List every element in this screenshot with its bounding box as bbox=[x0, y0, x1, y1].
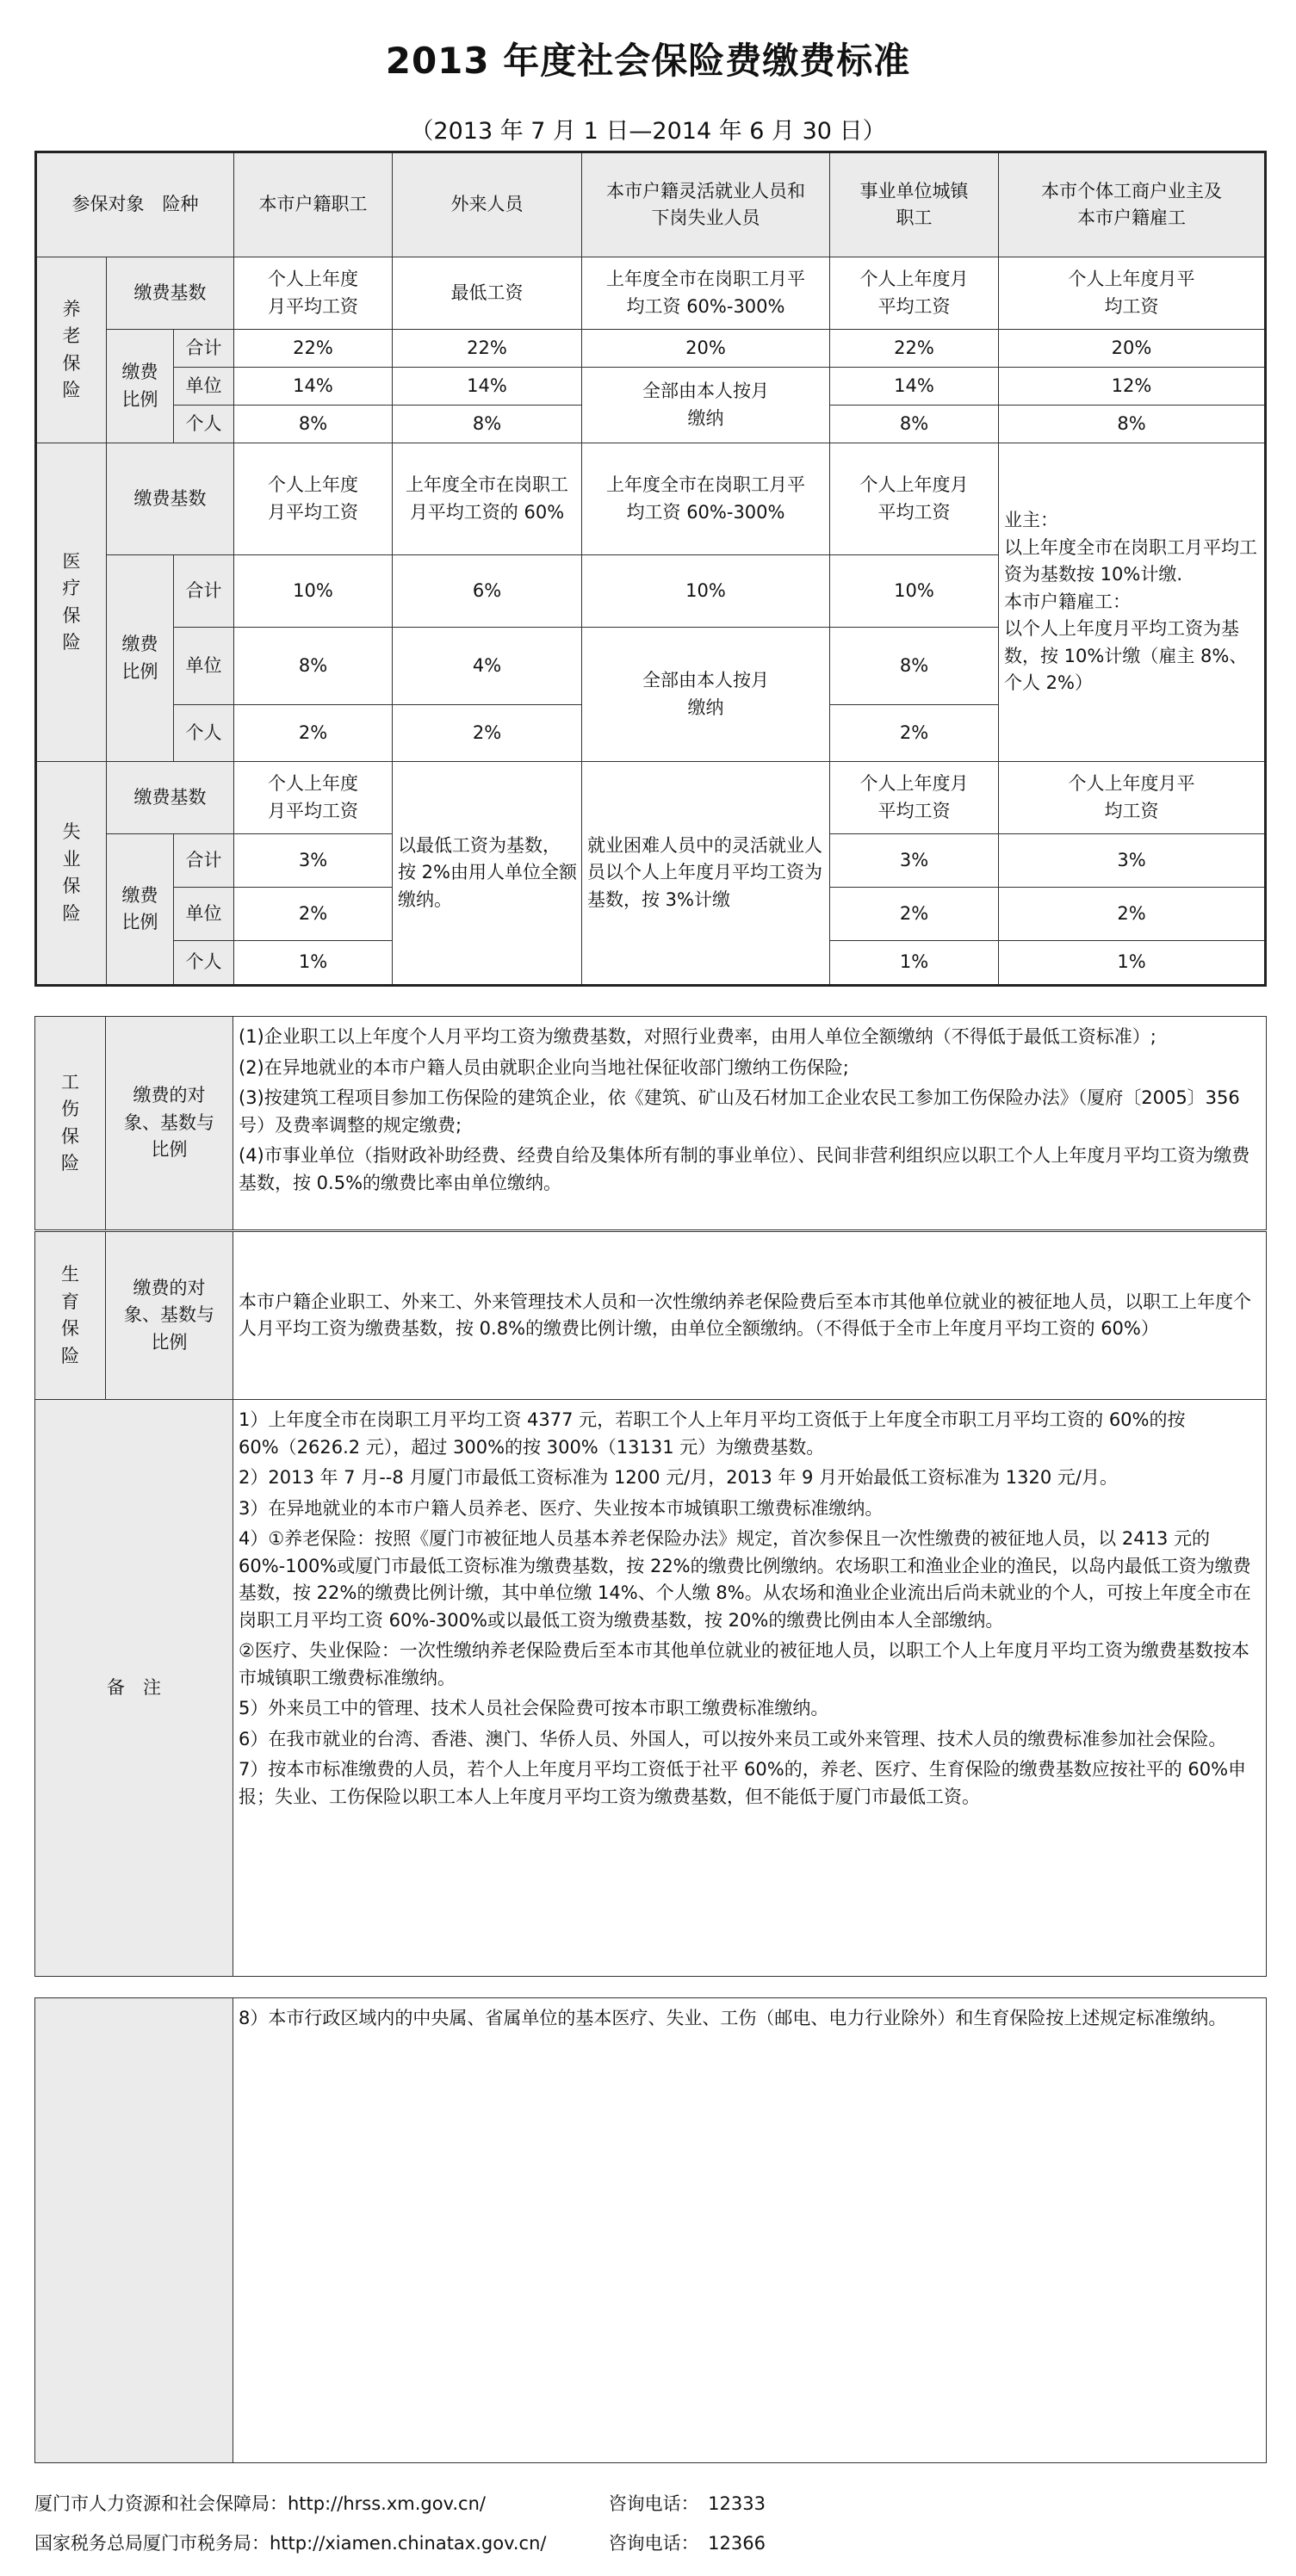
pension-unit-public: 14% bbox=[830, 368, 999, 406]
medical-personal-migrant: 2% bbox=[393, 705, 582, 762]
medical-personal-label: 个人 bbox=[174, 705, 234, 762]
footer-tax-name: 国家税务总局厦门市税务局：http://xiamen.chinatax.gov.cn/ bbox=[34, 2533, 547, 2554]
medical-self-employed-note: 业主： 以上年度全市在岗职工月平均工资为基数按 10%计缴. 本市户籍雇工： 以个人上年度月平均工资为基数，按 10%计缴（雇主 8%、个人 2%） bbox=[999, 443, 1266, 762]
pension-unit-migrant: 14% bbox=[393, 368, 582, 406]
maternity-table bbox=[34, 1231, 1267, 1400]
page-title: 2013 年度社会保险费缴费标准 bbox=[385, 40, 911, 82]
note-1: 1）上年度全市在岗职工月平均工资 4377 元，若职工个人上年月平均工资低于上年度全市职工月平均工资的 60%的按 60%（2626.2 元），超过 300%的按 300%（13131 元）为缴费基数。 bbox=[239, 1409, 1186, 1458]
unemployment-total-self: 3% bbox=[999, 834, 1266, 888]
notes-continued-label-cell bbox=[35, 1998, 233, 2463]
pension-total-local: 22% bbox=[234, 330, 393, 368]
pension-base-self: 个人上年度月平均工资 bbox=[999, 257, 1266, 330]
pension-base-flexible: 上年度全市在岗职工月平均工资 60%-300% bbox=[582, 257, 830, 330]
medical-personal-public: 2% bbox=[830, 705, 999, 762]
medical-flexible-note: 全部由本人按月缴纳 bbox=[582, 628, 830, 762]
note-4-2: ②医疗、失业保险：一次性缴纳养老保险费后至本市其他单位就业的被征地人员，以职工个人上年度月平均工资为缴费基数按本市城镇职工缴费标准缴纳。 bbox=[239, 1640, 1249, 1688]
footer-line-hrss bbox=[34, 2490, 766, 2516]
unemployment-personal-local: 1% bbox=[234, 941, 393, 986]
pension-base-migrant: 最低工资 bbox=[393, 257, 582, 330]
injury-object-label: 缴费的对象、基数与比例 bbox=[106, 1017, 233, 1230]
notes-continued-table bbox=[34, 1997, 1267, 2463]
injury-item-3: (3)按建筑工程项目参加工伤保险的建筑企业，依《建筑、矿山及石材加工企业农民工参加工伤保险办法》（厦府〔2005〕356 号）及费率调整的规定缴费; bbox=[239, 1087, 1240, 1136]
notes-table bbox=[34, 1399, 1267, 1977]
medical-total-public: 10% bbox=[830, 555, 999, 628]
note-5: 5）外来员工中的管理、技术人员社会保险费可按本市职工缴费标准缴纳。 bbox=[239, 1698, 829, 1718]
footer-hrss-name: 厦门市人力资源和社会保障局：http://hrss.xm.gov.cn/ bbox=[34, 2493, 486, 2514]
pension-unit-local: 14% bbox=[234, 368, 393, 406]
page-subtitle: （2013 年 7 月 1 日—2014 年 6 月 30 日） bbox=[410, 118, 886, 145]
unemployment-base-public: 个人上年度月平均工资 bbox=[830, 762, 999, 834]
maternity-object-label: 缴费的对象、基数与比例 bbox=[106, 1232, 233, 1400]
medical-unit-public: 8% bbox=[830, 628, 999, 705]
pension-total-migrant: 22% bbox=[393, 330, 582, 368]
pension-ratio-label: 缴费比例 bbox=[107, 330, 174, 443]
medical-personal-local: 2% bbox=[234, 705, 393, 762]
medical-total-migrant: 6% bbox=[393, 555, 582, 628]
medical-base-label: 缴费基数 bbox=[107, 443, 234, 555]
pension-total-label: 合计 bbox=[174, 330, 234, 368]
injury-item-2: (2)在异地就业的本市户籍人员由就职企业向当地社保征收部门缴纳工伤保险; bbox=[239, 1056, 849, 1078]
note-6: 6）在我市就业的台湾、香港、澳门、华侨人员、外国人，可以按外来员工或外来管理、技术人员的缴费标准参加社会保险。 bbox=[239, 1728, 1227, 1749]
medical-unit-local: 8% bbox=[234, 628, 393, 705]
pension-personal-local: 8% bbox=[234, 406, 393, 443]
medical-total-local: 10% bbox=[234, 555, 393, 628]
unemployment-ratio-label: 缴费比例 bbox=[107, 834, 174, 986]
injury-item-4: (4)市事业单位（指财政补助经费、经费自给及集体所有制的事业单位）、民间非营利组织应以职工个人上年度月平均工资为缴费基数，按 0.5%的缴费比率由单位缴纳。 bbox=[239, 1145, 1250, 1193]
note-4: 4）①养老保险：按照《厦门市被征地人员基本养老保险办法》规定，首次参保且一次性缴费的被征地人员，以 2413 元的 60%-100%或厦门市最低工资标准为缴费基数，按 22%的缴费比例缴纳。农场职工和渔业企业的渔民，以岛内最低工资为缴费基数，按 22%的缴费比例计缴，其中单位缴 14%、个人缴 8%。从农场和渔业企业流出后尚未就业的个人，可按上年度全市在岗职工月平均工资 60%-300%或以最低工资为缴费基数，按 20%的缴费比例由本人全部缴纳。 bbox=[239, 1528, 1251, 1631]
unemployment-base-local: 个人上年度月平均工资 bbox=[234, 762, 393, 834]
medical-base-migrant: 上年度全市在岗职工月平均工资的 60% bbox=[393, 443, 582, 555]
unemployment-flexible-note: 就业困难人员中的灵活就业人员以个人上年度月平均工资为基数，按 3%计缴 bbox=[582, 762, 830, 986]
header-col-local-worker: 本市户籍职工 bbox=[234, 152, 393, 257]
header-col-public-institution: 事业单位城镇职工 bbox=[830, 152, 999, 257]
pension-base-label: 缴费基数 bbox=[107, 257, 234, 330]
pension-flexible-note: 全部由本人按月缴纳 bbox=[582, 368, 830, 443]
unemployment-personal-public: 1% bbox=[830, 941, 999, 986]
notes-content bbox=[233, 1400, 1267, 1977]
unemployment-base-label: 缴费基数 bbox=[107, 762, 234, 834]
medical-base-public: 个人上年度月平均工资 bbox=[830, 443, 999, 555]
unemployment-unit-self: 2% bbox=[999, 888, 1266, 941]
pension-personal-label: 个人 bbox=[174, 406, 234, 443]
pension-label: 养老保险 bbox=[36, 257, 107, 443]
injury-label: 工伤保险 bbox=[35, 1017, 106, 1230]
medical-total-label: 合计 bbox=[174, 555, 234, 628]
pension-personal-public: 8% bbox=[830, 406, 999, 443]
medical-ratio-label: 缴费比例 bbox=[107, 555, 174, 762]
unemployment-unit-label: 单位 bbox=[174, 888, 234, 941]
medical-unit-migrant: 4% bbox=[393, 628, 582, 705]
unemployment-migrant-note: 以最低工资为基数，按 2%由用人单位全额缴纳。 bbox=[393, 762, 582, 986]
pension-personal-migrant: 8% bbox=[393, 406, 582, 443]
pension-personal-self: 8% bbox=[999, 406, 1266, 443]
unemployment-total-label: 合计 bbox=[174, 834, 234, 888]
pension-total-public: 22% bbox=[830, 330, 999, 368]
footer-tax-phone: 咨询电话： 12366 bbox=[608, 2533, 766, 2554]
note-7: 7）按本市标准缴费的人员，若个人上年度月平均工资低于社平 60%的，养老、医疗、生育保险的缴费基数应按社平的 60%申报；失业、工伤保险以职工本人上年度月平均工资为缴费基数，但不能低于厦门市最低工资。 bbox=[239, 1759, 1247, 1807]
medical-total-flexible: 10% bbox=[582, 555, 830, 628]
unemployment-base-self: 个人上年度月平均工资 bbox=[999, 762, 1266, 834]
pension-base-local: 个人上年度月平均工资 bbox=[234, 257, 393, 330]
note-8: 8）本市行政区域内的中央属、省属单位的基本医疗、失业、工伤（邮电、电力行业除外）和生育保险按上述规定标准缴纳。 bbox=[233, 1998, 1267, 2463]
medical-base-local: 个人上年度月平均工资 bbox=[234, 443, 393, 555]
injury-table bbox=[34, 1016, 1267, 1230]
unemployment-total-public: 3% bbox=[830, 834, 999, 888]
header-col-flexible: 本市户籍灵活就业人员和下岗失业人员 bbox=[582, 152, 830, 257]
main-contribution-table bbox=[34, 151, 1267, 987]
unemployment-unit-public: 2% bbox=[830, 888, 999, 941]
pension-base-public: 个人上年度月平均工资 bbox=[830, 257, 999, 330]
footer-hrss-phone: 咨询电话： 12333 bbox=[608, 2493, 766, 2514]
footer-line-tax bbox=[34, 2530, 766, 2555]
medical-label: 医疗保险 bbox=[36, 443, 107, 762]
header-col-migrant: 外来人员 bbox=[393, 152, 582, 257]
unemployment-label: 失业保险 bbox=[36, 762, 107, 986]
maternity-content: 本市户籍企业职工、外来工、外来管理技术人员和一次性缴纳养老保险费后至本市其他单位就业的被征地人员，以职工上年度个人月平均工资为缴费基数，按 0.8%的缴费比例计缴，由单位全额缴纳。（不得低于全市上年度月平均工资的 60%） bbox=[233, 1232, 1267, 1400]
unemployment-personal-label: 个人 bbox=[174, 941, 234, 986]
pension-total-flexible: 20% bbox=[582, 330, 830, 368]
pension-unit-self: 12% bbox=[999, 368, 1266, 406]
unemployment-personal-self: 1% bbox=[999, 941, 1266, 986]
header-col-self-employed: 本市个体工商户业主及本市户籍雇工 bbox=[999, 152, 1266, 257]
pension-unit-label: 单位 bbox=[174, 368, 234, 406]
injury-item-1: (1)企业职工以上年度个人月平均工资为缴费基数，对照行业费率，由用人单位全额缴纳（不得低于最低工资标准）; bbox=[239, 1026, 1156, 1047]
header-corner: 参保对象 险种 bbox=[36, 152, 234, 257]
unemployment-unit-local: 2% bbox=[234, 888, 393, 941]
injury-content bbox=[233, 1017, 1267, 1230]
note-2: 2）2013 年 7 月--8 月厦门市最低工资标准为 1200 元/月，2013 年 9 月开始最低工资标准为 1320 元/月。 bbox=[239, 1467, 1118, 1488]
medical-base-flexible: 上年度全市在岗职工月平均工资 60%-300% bbox=[582, 443, 830, 555]
note-3: 3）在异地就业的本市户籍人员养老、医疗、失业按本市城镇职工缴费标准缴纳。 bbox=[239, 1497, 884, 1519]
unemployment-total-local: 3% bbox=[234, 834, 393, 888]
medical-unit-label: 单位 bbox=[174, 628, 234, 705]
pension-total-self: 20% bbox=[999, 330, 1266, 368]
notes-label: 备 注 bbox=[35, 1400, 233, 1977]
maternity-label: 生育保险 bbox=[35, 1232, 106, 1400]
